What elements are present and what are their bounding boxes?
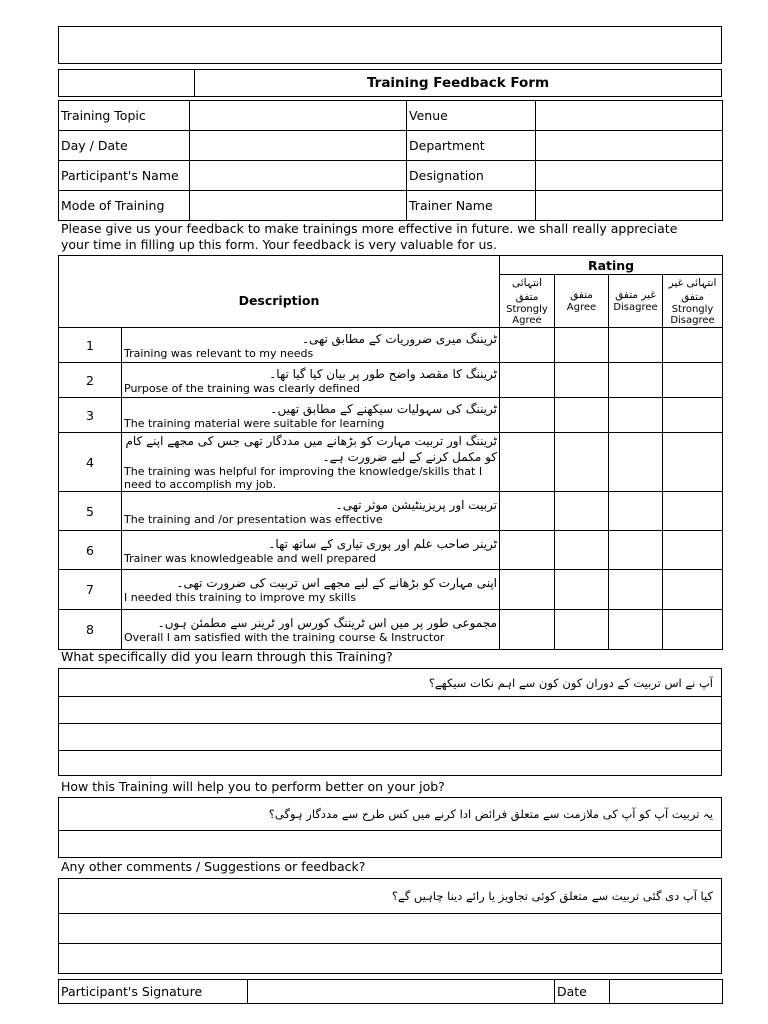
rating-cell[interactable]: [500, 363, 555, 398]
rating-cell[interactable]: [609, 610, 663, 650]
question-2-answer-area: [58, 797, 722, 858]
answer-line[interactable]: [59, 697, 722, 724]
rating-cell[interactable]: [555, 398, 609, 433]
question-1-urdu: آپ نے اس تربیت کے دوران کون کون سے اہم نکات سیکھے؟: [59, 669, 722, 697]
training-topic-field[interactable]: [190, 101, 407, 131]
rating-cell[interactable]: [500, 328, 555, 363]
answer-line[interactable]: [59, 831, 722, 858]
rating-cell[interactable]: [609, 398, 663, 433]
date-label: Date: [555, 980, 610, 1004]
department-label: Department: [407, 131, 536, 161]
rating-cell[interactable]: [663, 328, 723, 363]
rating-cell[interactable]: [500, 398, 555, 433]
signature-field[interactable]: [248, 980, 555, 1004]
signature-row: [58, 979, 723, 1004]
row-number: 8: [59, 610, 122, 650]
row-number: 6: [59, 531, 122, 570]
rating-cell[interactable]: [500, 492, 555, 531]
rating-cell[interactable]: [609, 363, 663, 398]
row-description: اپنی مہارت کو بڑھانے کے لیے مجھے اس تربیت کی ضرورت تھی۔ I needed this training to improve my skills: [122, 570, 500, 610]
col-agree: متفق Agree: [555, 275, 609, 328]
venue-label: Venue: [407, 101, 536, 131]
venue-field[interactable]: [536, 101, 723, 131]
intro-text: Please give us your feedback to make trainings more effective in future. we shall really appreciate your time in filling up this form. Your feedback is very valuable for us.: [61, 221, 678, 252]
question-1-label: What specifically did you learn through this Training?: [61, 649, 393, 664]
rating-cell[interactable]: [555, 328, 609, 363]
day-date-label: Day / Date: [59, 131, 190, 161]
participant-name-label: Participant's Name: [59, 161, 190, 191]
date-field[interactable]: [610, 980, 723, 1004]
answer-line[interactable]: [59, 944, 722, 974]
participant-name-field[interactable]: [190, 161, 407, 191]
rating-cell[interactable]: [663, 570, 723, 610]
rating-cell[interactable]: [555, 433, 609, 492]
question-3-urdu: کیا آپ دی گئی تربیت سے متعلق کوئی تجاویز یا رائے دینا چاہیں گے؟: [59, 879, 722, 914]
row-description: تربیت اور پریزینٹیشن موثر تھی۔ The training and /or presentation was effective: [122, 492, 500, 531]
rating-cell[interactable]: [663, 398, 723, 433]
table-row: [59, 363, 723, 398]
row-number: 7: [59, 570, 122, 610]
table-row: [59, 433, 723, 492]
info-table: [58, 100, 723, 221]
form-title: Training Feedback Form: [195, 70, 722, 97]
row-description: ٹریننگ میری ضروریات کے مطابق تھی۔ Training was relevant to my needs: [122, 328, 500, 363]
rating-cell[interactable]: [555, 492, 609, 531]
rating-cell[interactable]: [663, 492, 723, 531]
table-row: [59, 570, 723, 610]
designation-field[interactable]: [536, 161, 723, 191]
table-row: [59, 398, 723, 433]
row-number: 1: [59, 328, 122, 363]
row-number: 5: [59, 492, 122, 531]
row-number: 2: [59, 363, 122, 398]
header-logo-box: [58, 26, 722, 64]
rating-cell[interactable]: [663, 610, 723, 650]
rating-cell[interactable]: [555, 363, 609, 398]
rating-cell[interactable]: [663, 433, 723, 492]
question-1-answer-area: [58, 668, 722, 776]
department-field[interactable]: [536, 131, 723, 161]
row-description: ٹریننگ کا مقصد واضح طور پر بیان کیا گیا تھا۔ Purpose of the training was clearly defined: [122, 363, 500, 398]
row-description: مجموعی طور پر میں اس ٹریننگ کورس اور ٹرینر سے مطمئن ہوں۔ Overall I am satisfied with the training course & Instructor: [122, 610, 500, 650]
designation-label: Designation: [407, 161, 536, 191]
row-description: ٹریننگ کی سہولیات سیکھنے کے مطابق تھیں۔ The training material were suitable for learning: [122, 398, 500, 433]
answer-line[interactable]: [59, 751, 722, 776]
row-number: 4: [59, 433, 122, 492]
mode-of-training-label: Mode of Training: [59, 191, 190, 221]
answer-line[interactable]: [59, 724, 722, 751]
trainer-name-field[interactable]: [536, 191, 723, 221]
rating-cell[interactable]: [500, 610, 555, 650]
rating-cell[interactable]: [609, 492, 663, 531]
description-header: Description: [59, 275, 500, 328]
table-row: [59, 531, 723, 570]
signature-label: Participant's Signature: [59, 980, 248, 1004]
rating-cell[interactable]: [609, 531, 663, 570]
rating-cell[interactable]: [500, 531, 555, 570]
answer-line[interactable]: [59, 914, 722, 944]
rating-table: [58, 255, 723, 650]
rating-cell[interactable]: [609, 433, 663, 492]
day-date-field[interactable]: [190, 131, 407, 161]
rating-cell[interactable]: [500, 433, 555, 492]
table-row: [59, 492, 723, 531]
row-description: ٹریننگ اور تربیت مہارت کو بڑھانے میں مددگار تھی جس کی مجھے اپنے کام کو مکمل کرنے کے لیے ضرورت ہے۔ The training was helpful for improving the knowledge/skills that I need to accomplish my job.: [122, 433, 500, 492]
rating-cell[interactable]: [555, 570, 609, 610]
question-2-urdu: یہ تربیت آپ کو آپ کی ملازمت سے متعلق فرائض ادا کرنے میں کس طرح سے مددگار ہوگی؟: [59, 798, 722, 831]
rating-cell[interactable]: [500, 570, 555, 610]
col-strongly-agree: انتہائی متفق Strongly Agree: [500, 275, 555, 328]
col-strongly-disagree: انتہائی غیر متفق Strongly Disagree: [663, 275, 723, 328]
table-row: [59, 328, 723, 363]
rating-cell[interactable]: [555, 531, 609, 570]
question-3-answer-area: [58, 878, 722, 974]
row-number: 3: [59, 398, 122, 433]
training-topic-label: Training Topic: [59, 101, 190, 131]
table-row: [59, 610, 723, 650]
rating-cell[interactable]: [663, 531, 723, 570]
rating-cell[interactable]: [609, 328, 663, 363]
rating-cell[interactable]: [555, 610, 609, 650]
rating-header: Rating: [500, 256, 723, 275]
question-3-label: Any other comments / Suggestions or feedback?: [61, 859, 366, 874]
question-2-label: How this Training will help you to perform better on your job?: [61, 779, 445, 794]
rating-cell[interactable]: [663, 363, 723, 398]
trainer-name-label: Trainer Name: [407, 191, 536, 221]
col-disagree: غیر متفق Disagree: [609, 275, 663, 328]
rating-cell[interactable]: [609, 570, 663, 610]
row-description: ٹرینر صاحب علم اور پوری تیاری کے ساتھ تھا۔ Trainer was knowledgeable and well prepared: [122, 531, 500, 570]
mode-of-training-field[interactable]: [190, 191, 407, 221]
title-row: [58, 69, 722, 97]
